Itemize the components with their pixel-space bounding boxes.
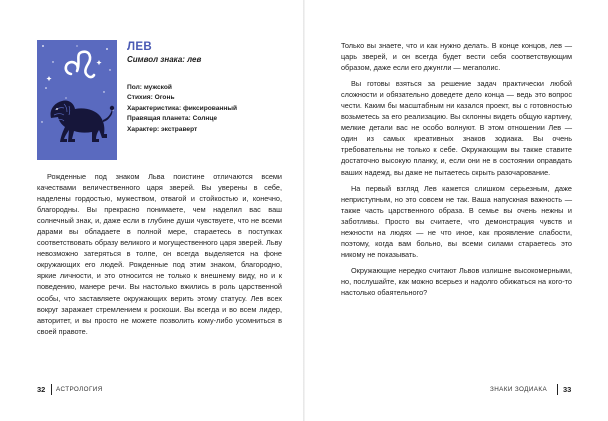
sign-properties (127, 83, 287, 135)
footer-divider (51, 384, 52, 395)
lion-icon (37, 40, 117, 160)
sign-symbol: Символ знака: лев (127, 55, 202, 64)
right-page-number: 33 (563, 385, 572, 394)
left-running-title: АСТРОЛОГИЯ (56, 386, 103, 393)
property-ruling-planet: Правящая планета: Солнце (127, 115, 218, 123)
sign-card (37, 40, 282, 160)
paragraph: Рожденные под знаком Льва поистине отличаются всеми качествами величественного царя зверей. Вы уверены в себе, наделены гордостью, мужеством, отвагой и стойкостью и, конечно, благородны. Вы прекрасно понимаете, чем наделил вас ваш солнечный знак, и, даже если в глубине души чувствуете, что не всеми дарами вы обладаете в полной мере, стараетесь в поступках соответствовать образу великого и могущественного царя зверей. Льву невозможно затеряться в толпе, он всегда выделяется на фоне окружающих его людей. Рожденные под этим знаком, благородно, яркие личности, и это относится не только к внешнему виду, но и к поведению, манере речи. Вы настолько вжились в роль царственной особы, что заставляете окружающих верить этому статусу. Лев всех вокруг заражает стремлением к роскоши. Вы всегда и во всем лидер, авторитет, и вы просто не можете позволить кому-либо усомниться в своей правоте. (37, 172, 282, 336)
paragraph: На первый взгляд Лев кажется слишком серьезным, даже неприступным, но это совсем не так. Ваша напускная важность — также часть царственного образа. В семье вы очень нежны и заботливы. Просто вы считаете, что демонстрация чувств и нежности на людях — не что иное, как проявление слабости, поэтому, когда вам больно, вы всеми силами стараетесь это никому не показывать. (341, 183, 572, 259)
property-gender: Пол: мужской (127, 84, 172, 91)
property-element: Стихия: Огонь (127, 94, 175, 102)
paragraph: Только вы знаете, что и как нужно делать. В конце концов, лев — царь зверей, и он всегда будет вести себя соответствующим образом, даже если его джунгли — мегаполис. (341, 41, 572, 73)
sign-illustration (37, 40, 117, 160)
sign-title: ЛЕВ (127, 41, 152, 53)
paragraph: Вы готовы взяться за решение задач практически любой сложности и обязательно доведете дело конца — ведь это вопрос чести. Каким бы масштабным ни казался проект, вы с готовностью возьметесь за его реализацию. Вы склонны видеть общую картину, мелкие детали вас не особо волнуют. В этом отношении Лев — один из самых креативных знаков зодиака. Вы очень требовательны не только к себе. Окружающим вы также ставите достаточно высокую планку, и, если они не в состоянии оправдать ваших надежд, вы даже не пытаетесь скрыть разочарование. (341, 79, 572, 177)
right-page (304, 0, 608, 421)
property-characteristic: Характеристика: фиксированный (127, 104, 238, 112)
left-page-number: 32 (37, 385, 46, 394)
paragraph: Окружающие нередко считают Львов излишне высокомерными, но, послушайте, как можно всерьез и надолго обижаться на кого-то настолько обаятельного? (341, 265, 572, 297)
leo-glyph-icon (66, 52, 94, 77)
left-text-column (37, 171, 282, 337)
right-text-column (341, 40, 572, 298)
sign-info (127, 41, 287, 135)
right-running-title: ЗНАКИ ЗОДИАКА (490, 386, 548, 393)
property-character: Характер: экстраверт (127, 125, 198, 133)
footer-divider (557, 384, 558, 395)
